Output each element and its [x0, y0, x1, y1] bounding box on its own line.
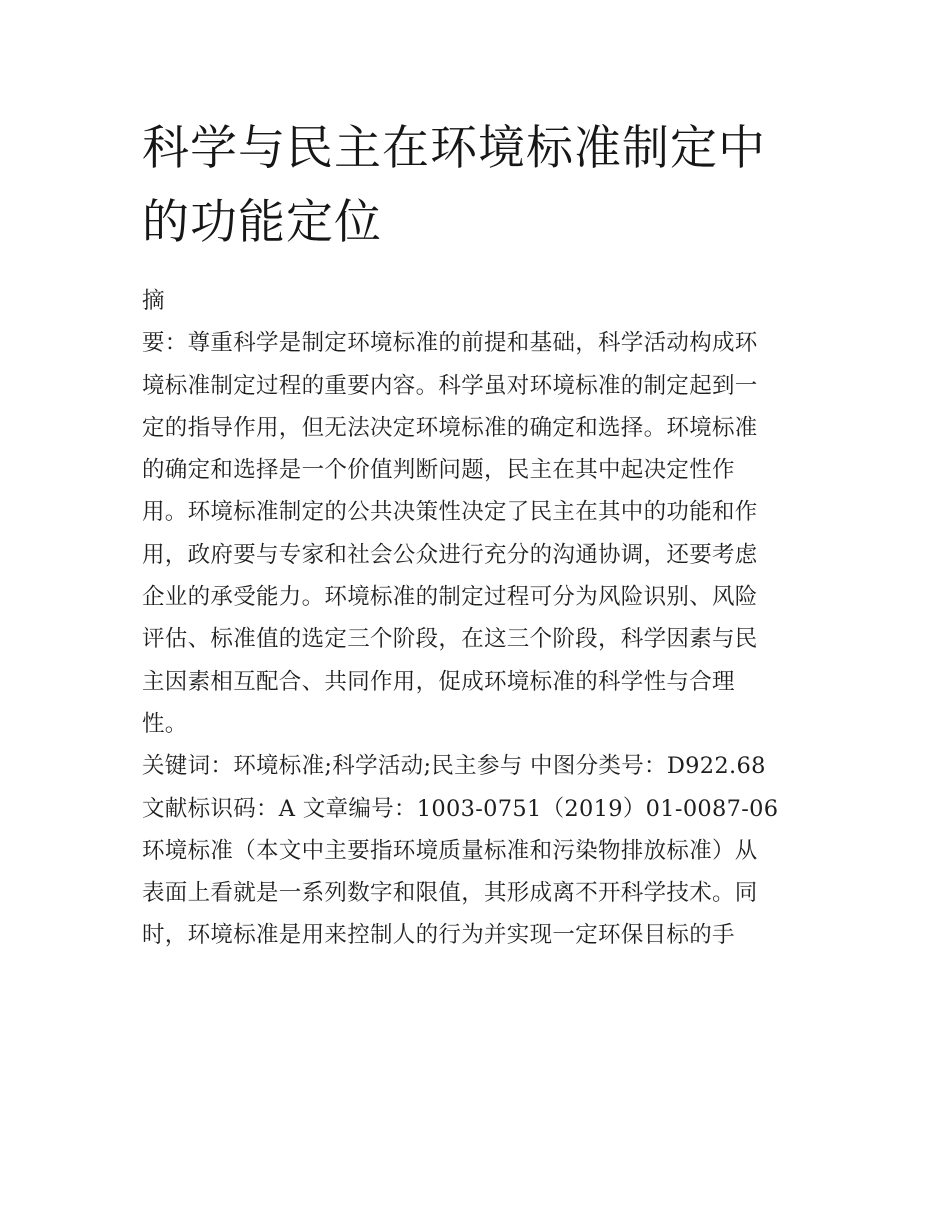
keywords-line: 关键词：环境标准;科学活动;民主参与 中图分类号：D922.68 [142, 753, 766, 780]
identifier-paragraph [142, 788, 814, 830]
abstract-line: 性。 [142, 710, 188, 737]
document-title [142, 112, 814, 260]
abstract-label-text: 摘 [142, 288, 165, 314]
abstract-line: 企业的承受能力。环境标准的制定过程可分为风险识别、风险 [142, 584, 758, 611]
abstract-line: 要：尊重科学是制定环境标准的前提和基础，科学活动构成环 [142, 330, 758, 357]
intro-line: 环境标准（本文中主要指环境质量标准和污染物排放标准）从 [142, 837, 758, 864]
title-line-1: 科学与民主在环境标准制定中 [142, 121, 766, 176]
abstract-line: 用。环境标准制定的公共决策性决定了民主在其中的功能和作 [142, 499, 758, 526]
abstract-paragraph [142, 322, 814, 745]
document-body [142, 280, 814, 957]
intro-line: 时，环境标准是用来控制人的行为并实现一定环保目标的手 [142, 922, 735, 949]
abstract-line: 的确定和选择是一个价值判断问题，民主在其中起决定性作 [142, 457, 735, 484]
abstract-line: 境标准制定过程的重要内容。科学虽对环境标准的制定起到一 [142, 372, 758, 399]
intro-line: 表面上看就是一系列数字和限值，其形成离不开科学技术。同 [142, 880, 758, 907]
abstract-line: 定的指导作用，但无法决定环境标准的确定和选择。环境标准 [142, 414, 758, 441]
abstract-line: 主因素相互配合、共同作用，促成环境标准的科学性与合理 [142, 668, 735, 695]
title-line-2: 的功能定位 [142, 195, 382, 250]
identifier-line: 文献标识码：A 文章编号：1003-0751（2019）01-0087-06 [142, 795, 779, 822]
abstract-line: 评估、标准值的选定三个阶段，在这三个阶段，科学因素与民 [142, 626, 758, 653]
abstract-line: 用，政府要与专家和社会公众进行充分的沟通协调，还要考虑 [142, 541, 758, 568]
keywords-paragraph [142, 745, 814, 787]
intro-paragraph [142, 830, 814, 957]
abstract-label [142, 280, 814, 322]
